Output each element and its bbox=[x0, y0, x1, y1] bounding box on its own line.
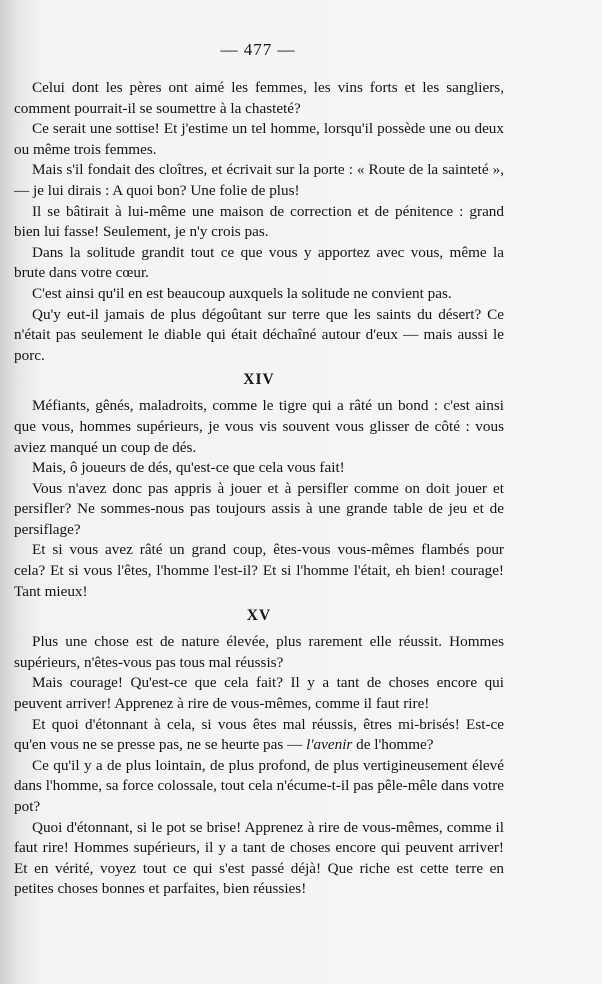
page-number: — 477 — bbox=[220, 40, 296, 59]
paragraph: Ce serait une sottise! Et j'estime un tel homme, lorsqu'il possède une ou deux ou même trois femmes. bbox=[14, 120, 504, 158]
paragraph: C'est ainsi qu'il en est beaucoup auxquels la solitude ne convient pas. bbox=[32, 284, 452, 302]
paragraph: Vous n'avez donc pas appris à jouer et à persifler comme on doit jouer et persifler? Ne sommes-nous pas toujours assis à une grande table de jeu et de persiflage? bbox=[14, 479, 504, 538]
section-xiv bbox=[14, 396, 504, 602]
paragraph: Qu'y eut-il jamais de plus dégoûtant sur terre que les saints du désert? Ce n'était pas seulement le diable qui était déchaîné autour d'eux — mais aussi le porc. bbox=[14, 305, 504, 364]
paragraph bbox=[14, 715, 504, 756]
paragraph: Mais courage! Qu'est-ce que cela fait? Il y a tant de choses encore qui peuvent arriver! Apprenez à rire de vous-mêmes, comme il faut rire! bbox=[14, 674, 504, 713]
emphasis-tail: de l'homme? bbox=[352, 736, 434, 754]
paragraph: Et si vous avez râté un grand coup, êtes-vous vous-mêmes flambés pour cela? Et si vous l'êtes, l'homme l'est-il? Et si l'homme l'était, eh bien! courage! Tant mieux! bbox=[14, 541, 504, 600]
paragraph: Il se bâtirait à lui-même une maison de correction et de pénitence : grand bien lui fasse! Seulement, je n'y crois pas. bbox=[14, 202, 504, 241]
paragraph: Quoi d'étonnant, si le pot se brise! Apprenez à rire de vous-mêmes, comme il faut rire! Hommes supérieurs, il y a tant de choses encore qui peuvent arriver! Et en vérité, voyez tout ce qui s'est passé déjà! Que riche est cette terre en petites choses bonnes et parfaites, bien réussies! bbox=[14, 818, 504, 898]
emphasis-text: l'avenir bbox=[306, 736, 353, 754]
page-text bbox=[14, 78, 504, 900]
paragraph-text: Et quoi d'étonnant à cela, si vous êtes mal réussis, êtres mi-brisés! Est-ce qu'en vous ne se presse pas, ne se heurte pas — bbox=[14, 715, 504, 754]
paragraph: Mais, ô joueurs de dés, qu'est-ce que cela vous fait! bbox=[32, 459, 345, 477]
paragraph: Dans la solitude grandit tout ce que vous y apportez avec vous, même la brute dans votre cœur. bbox=[14, 243, 504, 282]
section-heading-xv: XV bbox=[246, 607, 272, 625]
paragraph: Plus une chose est de nature élevée, plus rarement elle réussit. Hommes supérieurs, n'êtes-vous pas tous mal réussis? bbox=[14, 633, 504, 671]
paragraph: Celui dont les pères ont aimé les femmes, les vins forts et les sangliers, comment pourrait-il se soumettre à la chasteté? bbox=[14, 79, 504, 117]
paragraph: Méfiants, gênés, maladroits, comme le tigre qui a râté un bond : c'est ainsi que vous, hommes supérieurs, je vous vis souvent vous glisser de côté : vous aviez manqué un coup de dés. bbox=[14, 397, 504, 456]
section-xv bbox=[14, 632, 504, 900]
paragraph: Ce qu'il y a de plus lointain, de plus profond, de plus vertigineusement élevé dans l'homme, sa force colossale, tout cela n'écume-t-il pas pêle-mêle dans votre pot? bbox=[14, 756, 504, 815]
paragraph: Mais s'il fondait des cloîtres, et écrivait sur la porte : « Route de la sainteté », — je lui dirais : A quoi bon? Une folie de plus! bbox=[14, 161, 504, 199]
section-heading-xiv: XIV bbox=[243, 371, 275, 389]
section-intro bbox=[14, 78, 504, 366]
